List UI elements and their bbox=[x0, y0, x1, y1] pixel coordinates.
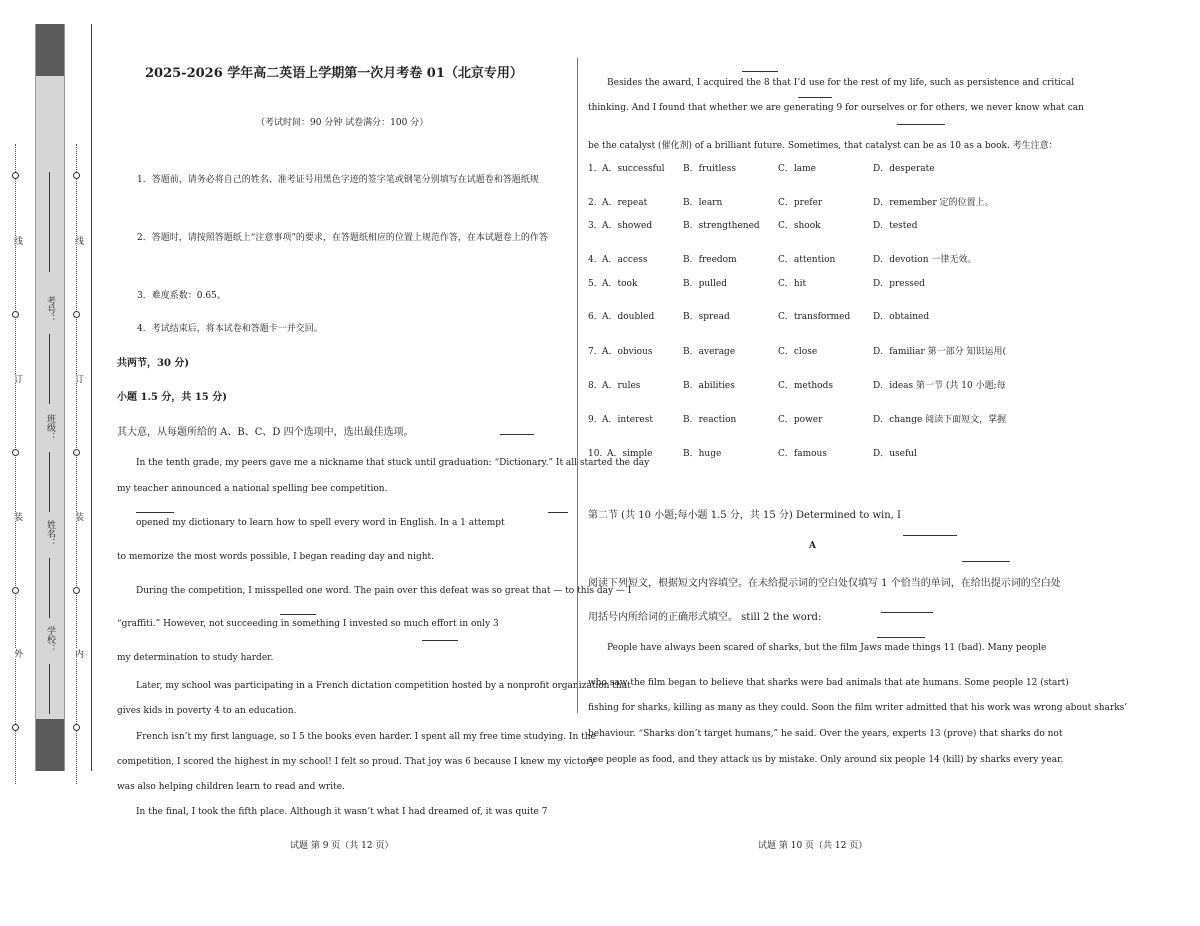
blank-line bbox=[548, 512, 568, 513]
passage-line: In the tenth grade, my peers gave me a nickname that stuck until graduation: “Dictionary.” It all started the day bbox=[136, 458, 650, 468]
option-number: 3． bbox=[588, 221, 603, 231]
passage2-line: fishing for sharks, killing as many as they could. Soon the film writer admitted that his work was wrong about sharks’ bbox=[588, 703, 1128, 713]
option-a[interactable]: A．access bbox=[602, 255, 648, 265]
binding-label-inner: 装 bbox=[73, 512, 83, 521]
option-c[interactable]: C．power bbox=[778, 415, 823, 425]
option-d[interactable]: D．remember 定的位置上。 bbox=[873, 198, 994, 208]
band-top-cap bbox=[36, 24, 64, 76]
option-a[interactable]: A．took bbox=[602, 279, 638, 289]
option-a[interactable]: A．repeat bbox=[602, 198, 648, 208]
passage-line: Later, my school was participating in a French dictation competition hosted by a nonprofit organization that bbox=[136, 681, 631, 691]
note-4: 4．考试结束后，将本试卷和答题卡一并交回。 bbox=[137, 324, 323, 334]
binding-hole bbox=[12, 311, 19, 318]
blank-line bbox=[962, 561, 1010, 562]
option-number: 1． bbox=[588, 164, 603, 174]
option-b[interactable]: B．abilities bbox=[683, 381, 735, 391]
passage-line: be the catalyst (催化剂) of a brilliant future. Sometimes, that catalyst can be as 10 as a book. 考生注意： bbox=[588, 141, 1058, 151]
option-number: 9． bbox=[588, 415, 603, 425]
passage-line: French isn’t my first language, so I 5 the books even harder. I spent all my free time studying. In the bbox=[136, 732, 596, 742]
option-number: 4． bbox=[588, 255, 603, 265]
page-divider bbox=[577, 58, 578, 713]
option-a[interactable]: A．interest bbox=[602, 415, 653, 425]
binding-hole bbox=[12, 172, 19, 179]
student-info-band bbox=[35, 24, 65, 771]
option-c[interactable]: C．transformed bbox=[778, 312, 851, 322]
option-d[interactable]: D．change 阅读下面短文，掌握 bbox=[873, 415, 1007, 425]
blank-line bbox=[422, 640, 458, 641]
binding-hole bbox=[12, 587, 19, 594]
passage-line: In the final, I took the fifth place. Although it wasn’t what I had dreamed of, it was quite 7 bbox=[136, 807, 548, 817]
passage-line: During the competition, I misspelled one word. The pain over this defeat was so great that — to this day — I bbox=[136, 586, 632, 596]
score-line: 小题 1.5 分，共 15 分) bbox=[117, 392, 227, 403]
binding-label-inner: 内 bbox=[73, 649, 83, 658]
option-a[interactable]: A．showed bbox=[602, 221, 653, 231]
name-field[interactable] bbox=[49, 558, 50, 618]
option-a[interactable]: A．doubled bbox=[602, 312, 655, 322]
option-c[interactable]: C．methods bbox=[778, 381, 833, 391]
passage-line: thinking. And I found that whether we are generating 9 for ourselves or for others, we never know what can bbox=[588, 103, 1084, 113]
page-footer-left: 试题 第 9 页（共 12 页） bbox=[290, 841, 394, 851]
passage-line: was also helping children learn to read and write. bbox=[117, 782, 345, 792]
blank-line bbox=[500, 434, 534, 435]
binding-label-outer: 线 bbox=[12, 236, 22, 245]
option-d[interactable]: D．tested bbox=[873, 221, 918, 231]
exam-number-label: 考号： bbox=[45, 296, 55, 323]
option-b[interactable]: B．reaction bbox=[683, 415, 737, 425]
note-3: 3．难度系数：0.65。 bbox=[137, 291, 226, 301]
passage-line: “graffiti.” However, not succeeding in something I invested so much effort in only 3 bbox=[117, 619, 499, 629]
option-number: 8． bbox=[588, 381, 603, 391]
binding-hole bbox=[73, 172, 80, 179]
class-label: 班级： bbox=[45, 414, 55, 441]
passage-line: Besides the award, I acquired the 8 that I’d use for the rest of my life, such as persistence and critical bbox=[607, 78, 1075, 88]
option-d[interactable]: D．useful bbox=[873, 449, 917, 459]
blank-line bbox=[903, 535, 957, 536]
binding-label-outer: 订 bbox=[12, 374, 22, 383]
option-number: 6． bbox=[588, 312, 603, 322]
blank-line bbox=[280, 614, 316, 615]
passage2-line: behaviour. “Sharks don’t target humans,” he said. Over the years, experts 13 (prove) that sharks do not bbox=[588, 729, 1063, 739]
band-bottom-cap bbox=[36, 719, 64, 771]
note-2: 2．答题时，请按照答题纸上“注意事项”的要求，在答题纸相应的位置上规范作答，在本试题卷上的作答 bbox=[137, 233, 548, 243]
name-label: 姓名： bbox=[45, 520, 55, 547]
binding-hole bbox=[73, 449, 80, 456]
option-number: 7． bbox=[588, 347, 603, 357]
blank-line bbox=[877, 637, 925, 638]
option-c[interactable]: C．hit bbox=[778, 279, 807, 289]
school-label: 学校： bbox=[45, 626, 55, 653]
option-b[interactable]: B．strengthened bbox=[683, 221, 760, 231]
blank-line bbox=[881, 612, 933, 613]
option-c[interactable]: C．attention bbox=[778, 255, 836, 265]
section2-instruction: 阅读下列短文，根据短文内容填空。在未给提示词的空白处仅填写 1 个恰当的单词，在给出提示词的空白处 bbox=[588, 578, 1061, 589]
blank-line bbox=[897, 124, 945, 125]
passage-line: my teacher announced a national spelling bee competition. bbox=[117, 484, 388, 494]
binding-hole bbox=[73, 587, 80, 594]
option-b[interactable]: B．spread bbox=[683, 312, 730, 322]
option-a[interactable]: A．obvious bbox=[602, 347, 653, 357]
section2-label: A bbox=[809, 541, 816, 551]
page-title: 2025-2026 学年高二英语上学期第一次月考卷 01（北京专用） bbox=[145, 66, 523, 81]
option-c[interactable]: C．shook bbox=[778, 221, 821, 231]
option-number: 5． bbox=[588, 279, 603, 289]
passage-line: to memorize the most words possible, I began reading day and night. bbox=[117, 552, 435, 562]
option-a[interactable]: A．successful bbox=[602, 164, 665, 174]
option-d[interactable]: D．pressed bbox=[873, 279, 925, 289]
option-b[interactable]: B．fruitless bbox=[683, 164, 736, 174]
passage2-line: who saw the film began to believe that sharks were bad animals that ate humans. Some people 12 (start) bbox=[588, 678, 1069, 688]
option-b[interactable]: B．learn bbox=[683, 198, 723, 208]
binding-label-inner: 线 bbox=[73, 236, 83, 245]
option-d[interactable]: D．ideas 第一节 (共 10 小题;每 bbox=[873, 381, 1006, 391]
option-c[interactable]: C．lame bbox=[778, 164, 816, 174]
option-d[interactable]: D．familiar 第一部分 知识运用( bbox=[873, 347, 1006, 357]
exam-number-field[interactable] bbox=[49, 334, 50, 404]
passage-line: gives kids in poverty 4 to an education. bbox=[117, 706, 297, 716]
option-d[interactable]: D．obtained bbox=[873, 312, 930, 322]
page-footer-right: 试题 第 10 页（共 12 页） bbox=[758, 841, 868, 851]
binding-label-outer: 装 bbox=[12, 512, 22, 521]
binding-hole bbox=[12, 449, 19, 456]
note-1: 1．答题前，请务必将自己的姓名、准考证号用黑色字迹的签字笔或钢笔分别填写在试题卷和答题纸规 bbox=[137, 175, 539, 185]
field-line bbox=[49, 172, 50, 272]
binding-hole bbox=[73, 311, 80, 318]
passage-line: competition, I scored the highest in my school! I felt so proud. That joy was 6 because I knew my victory bbox=[117, 757, 596, 767]
passage-line: opened my dictionary to learn how to spell every word in English. In a 1 attempt bbox=[136, 518, 505, 528]
passage2-line: People have always been scared of sharks, but the film Jaws made things 11 (bad). Many people bbox=[607, 643, 1047, 653]
section2-heading: 第二节 (共 10 小题;每小题 1.5 分，共 15 分) Determined to win, I bbox=[588, 510, 901, 521]
binding-hole bbox=[73, 724, 80, 731]
option-b[interactable]: B．huge bbox=[683, 449, 722, 459]
option-b[interactable]: B．average bbox=[683, 347, 736, 357]
option-c[interactable]: C．famous bbox=[778, 449, 827, 459]
option-a[interactable]: A．rules bbox=[602, 381, 641, 391]
class-field[interactable] bbox=[49, 452, 50, 512]
option-a[interactable]: A．simple bbox=[607, 449, 653, 459]
option-number: 2． bbox=[588, 198, 603, 208]
option-d[interactable]: D．desperate bbox=[873, 164, 935, 174]
option-d[interactable]: D．devotion 一律无效。 bbox=[873, 255, 977, 265]
school-field[interactable] bbox=[49, 664, 50, 714]
passage-line: my determination to study harder. bbox=[117, 653, 274, 663]
blank-line bbox=[798, 97, 832, 98]
option-number: 10． bbox=[588, 449, 609, 459]
option-b[interactable]: B．freedom bbox=[683, 255, 737, 265]
option-b[interactable]: B．pulled bbox=[683, 279, 728, 289]
section2-instruction: 用括号内所给词的正确形式填空。 still 2 the word: bbox=[588, 612, 822, 623]
instruction: 其大意，从每题所给的 A、B、C、D 四个选项中，选出最佳选项。 bbox=[117, 427, 414, 438]
option-c[interactable]: C．close bbox=[778, 347, 818, 357]
binding-label-outer: 外 bbox=[12, 649, 22, 658]
blank-line bbox=[742, 71, 778, 72]
passage2-line: see people as food, and they attack us by mistake. Only around six people 14 (kill) by sharks every year. bbox=[588, 755, 1064, 765]
binding-label-inner: 订 bbox=[73, 374, 83, 383]
option-c[interactable]: C．prefer bbox=[778, 198, 823, 208]
binding-strip bbox=[3, 24, 92, 771]
binding-hole bbox=[12, 724, 19, 731]
blank-line bbox=[136, 512, 174, 513]
section-heading: 共两节，30 分) bbox=[117, 358, 190, 369]
exam-info: （考试时间：90 分钟 试卷满分：100 分） bbox=[256, 118, 429, 128]
